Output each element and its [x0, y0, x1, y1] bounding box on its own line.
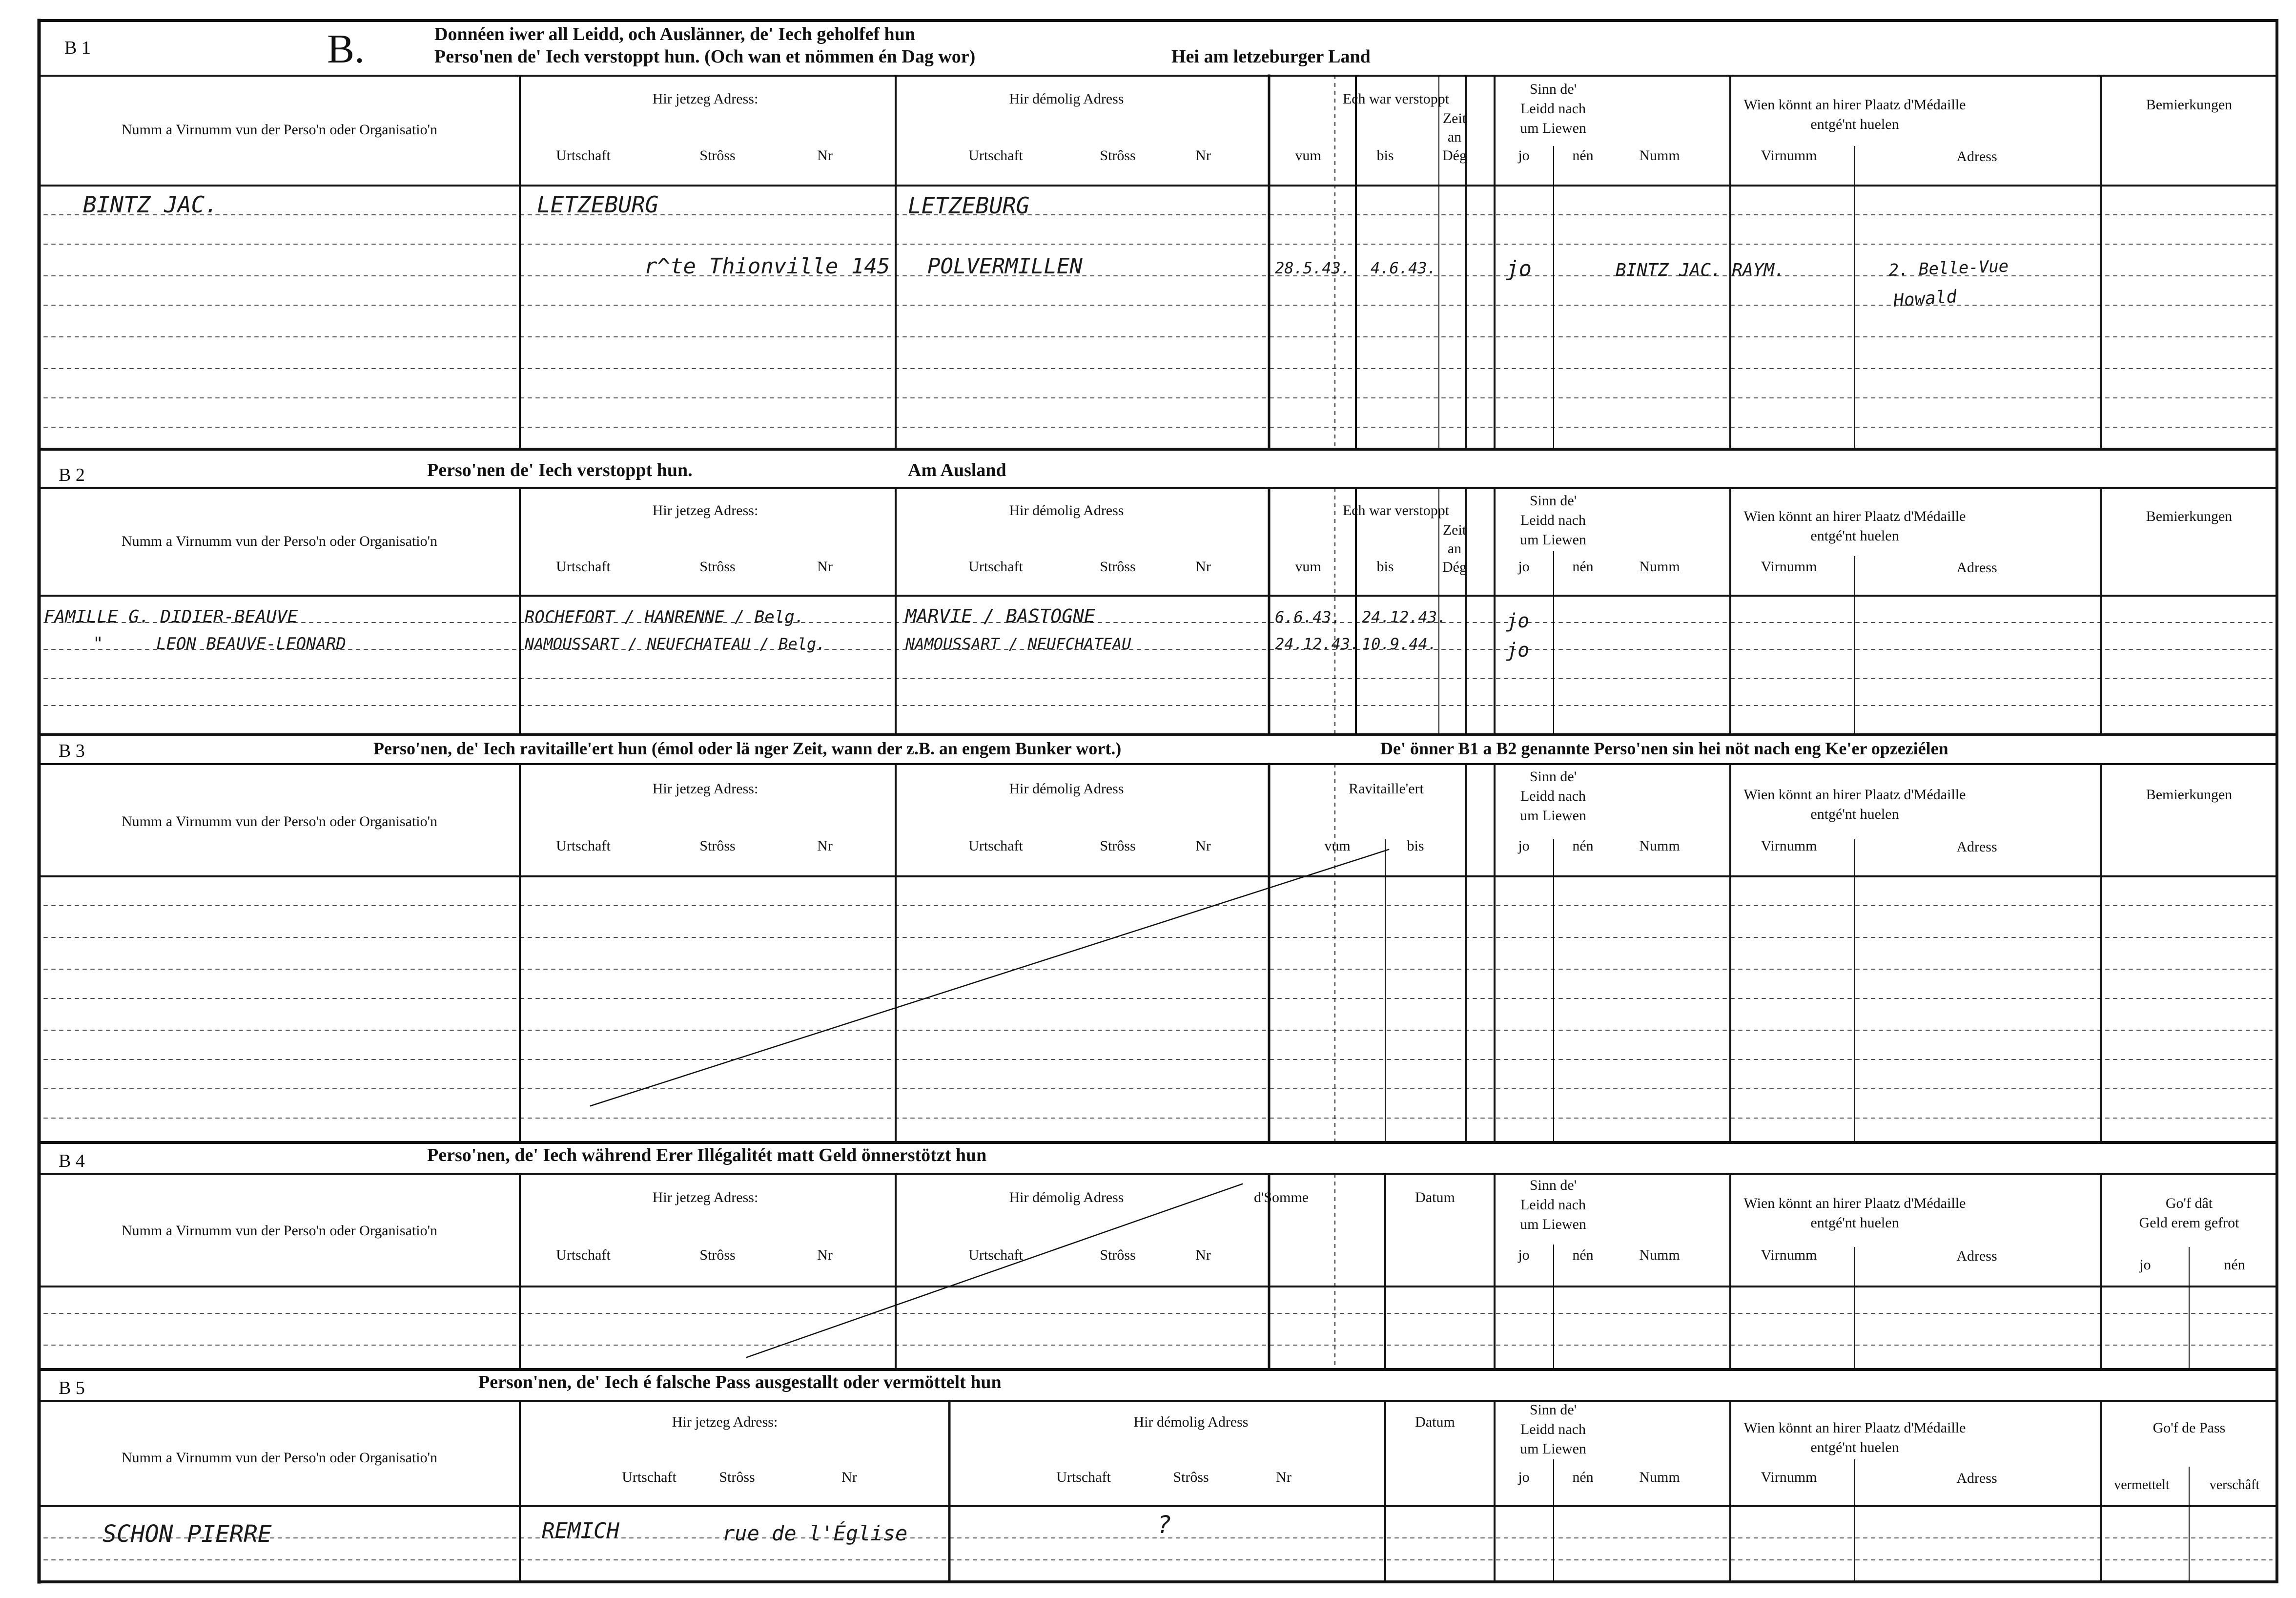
number-header: Nr	[1195, 1247, 1211, 1263]
current-address-header: Hir jetzeg Adress:	[652, 502, 758, 519]
number-header: Nr	[1195, 147, 1211, 164]
entry-current-address: NAMOUSSART / NEUFCHATEAU / Belg.	[525, 635, 826, 653]
entry-medal-address: 2. Belle-Vue	[1888, 256, 2009, 280]
section-title: Perso'nen, de' Iech während Erer Illégalitét matt Geld önnerstötzt hun	[427, 1145, 987, 1165]
yes-header: jo	[1518, 838, 1530, 854]
section-title: Perso'nen, de' Iech ravitaille'ert hun (émol oder lä nger Zeit, wann der z.B. an engem Bunker wort.)	[373, 739, 1122, 758]
locality-header: Urtschaft	[556, 147, 611, 164]
street-header: Strôss	[699, 1247, 736, 1263]
risk-header: Sinn de'	[1529, 493, 1577, 509]
name-column-header: Numm a Virnumm vun der Perso'n oder Organisatio'n	[122, 1450, 437, 1466]
locality-header: Urtschaft	[622, 1469, 676, 1485]
risk-header: um Liewen	[1520, 120, 1586, 136]
former-address-header: Hir démolig Adress	[1009, 781, 1124, 797]
locality-header: Urtschaft	[968, 838, 1023, 854]
number-header: Nr	[817, 838, 833, 854]
section-title-extra: De' önner B1 a B2 genannte Perso'nen sin hei nöt nach eng Ke'er opzeziélen	[1380, 739, 1948, 758]
days-header: Zeit	[1442, 110, 1467, 126]
street-header: Strôss	[1100, 559, 1136, 575]
address-header: Adress	[1956, 560, 1997, 576]
hidden-period-header: Ech war verstoppt	[1342, 502, 1450, 519]
last-name-header: Numm	[1639, 838, 1680, 854]
medal-header: entgé'nt huelen	[1810, 116, 1899, 132]
section-code: B 3	[59, 741, 85, 761]
current-address-header: Hir jetzeg Adress:	[652, 1189, 758, 1205]
remarks-header: Bemierkungen	[2146, 787, 2233, 803]
remarks-header: Bemierkungen	[2146, 508, 2233, 524]
name-column-header: Numm a Virnumm vun der Perso'n oder Organisatio'n	[122, 122, 437, 138]
number-header: Nr	[817, 559, 833, 575]
entry-yes-mark: jo	[1506, 639, 1530, 662]
yes-header: jo	[1518, 559, 1530, 575]
street-header: Strôss	[719, 1469, 755, 1485]
risk-header: Sinn de'	[1529, 768, 1577, 785]
from-header: vum	[1295, 147, 1321, 164]
address-header: Adress	[1956, 1470, 1997, 1486]
entry-former-locality: LETZEBURG	[908, 192, 1030, 219]
section-title: Person'nen, de' Iech é falsche Pass ausgestallt oder vermöttelt hun	[478, 1372, 1002, 1392]
entry-former-address: MARVIE / BASTOGNE	[905, 605, 1095, 627]
entry-current-locality: LETZEBURG	[537, 191, 659, 218]
street-header: Strôss	[699, 147, 736, 164]
section-code: B 2	[59, 465, 85, 485]
entry-from-date: 28.5.43.	[1275, 259, 1351, 277]
name-column-header: Numm a Virnumm vun der Perso'n oder Organisatio'n	[122, 1223, 437, 1239]
no-header: nén	[1572, 1469, 1594, 1485]
entry-until-date: 10.9.44.	[1362, 635, 1437, 653]
address-header: Adress	[1956, 839, 1997, 855]
medal-header: entgé'nt huelen	[1810, 528, 1899, 544]
former-address-header: Hir démolig Adress	[1133, 1414, 1249, 1430]
last-name-header: Numm	[1639, 1247, 1680, 1263]
number-header: Nr	[1276, 1469, 1292, 1485]
entry-name: SCHON PIERRE	[102, 1520, 272, 1548]
medal-header: Wien könnt an hirer Plaatz d'Médaille	[1743, 1420, 1966, 1436]
medal-header: Wien könnt an hirer Plaatz d'Médaille	[1743, 97, 1966, 113]
section-title-extra: Am Ausland	[908, 460, 1006, 480]
entry-former-address: ?	[1157, 1511, 1172, 1539]
entry-current-street: r^te Thionville 145	[644, 254, 890, 279]
risk-header: Leidd nach	[1520, 101, 1586, 117]
entry-from-date: 6.6.43.	[1275, 608, 1341, 626]
current-address-header: Hir jetzeg Adress:	[672, 1414, 778, 1430]
medal-header: Wien könnt an hirer Plaatz d'Médaille	[1743, 1195, 1966, 1211]
risk-header: Sinn de'	[1529, 81, 1577, 97]
entry-ditto-mark: "	[93, 634, 103, 654]
locality-header: Urtschaft	[556, 559, 611, 575]
number-header: Nr	[817, 1247, 833, 1263]
entry-current-address: ROCHEFORT / HANRENNE / Belg.	[525, 607, 805, 627]
from-header: vum	[1324, 838, 1351, 854]
medal-header: Wien könnt an hirer Plaatz d'Médaille	[1743, 787, 1966, 803]
hidden-period-header: Ech war verstoppt	[1342, 91, 1450, 107]
yes-header: jo	[1518, 147, 1530, 164]
locality-header: Urtschaft	[556, 1247, 611, 1263]
name-column-header: Numm a Virnumm vun der Perso'n oder Organisatio'n	[122, 813, 437, 830]
street-header: Strôss	[1100, 147, 1136, 164]
last-name-header: Numm	[1639, 147, 1680, 164]
risk-header: Leidd nach	[1520, 1421, 1586, 1437]
risk-header: Sinn de'	[1529, 1177, 1577, 1193]
first-name-header: Virnumm	[1761, 838, 1817, 854]
entry-name: FAMILLE G. DIDIER-BEAUVE	[44, 607, 298, 627]
first-name-header: Virnumm	[1761, 1247, 1817, 1263]
section-title: Perso'nen de' Iech verstoppt hun. (Och wan et nömmen én Dag wor)	[434, 46, 976, 67]
last-name-header: Numm	[1639, 1469, 1680, 1485]
street-header: Strôss	[699, 559, 736, 575]
section-code: B 4	[59, 1151, 85, 1171]
first-name-header: Virnumm	[1761, 559, 1817, 575]
until-header: bis	[1376, 559, 1394, 575]
locality-header: Urtschaft	[968, 1247, 1023, 1263]
no-header: nén	[1572, 147, 1594, 164]
section-code: B 1	[64, 38, 91, 58]
medal-header: entgé'nt huelen	[1810, 1215, 1899, 1231]
address-header: Adress	[1956, 1248, 1997, 1264]
address-header: Adress	[1956, 148, 1997, 165]
street-header: Strôss	[1100, 1247, 1136, 1263]
entry-yes-mark: jo	[1506, 610, 1530, 632]
risk-header: um Liewen	[1520, 532, 1586, 548]
medal-header: Wien könnt an hirer Plaatz d'Médaille	[1743, 508, 1966, 524]
former-address-header: Hir démolig Adress	[1009, 502, 1124, 519]
current-address-header: Hir jetzeg Adress:	[652, 91, 758, 107]
section-code: B 5	[59, 1378, 85, 1398]
medal-header: entgé'nt huelen	[1810, 806, 1899, 822]
entry-former-address: NAMOUSSART / NEUFCHATEAU	[905, 635, 1131, 653]
entry-former-street: POLVERMILLEN	[927, 254, 1083, 279]
number-header: Nr	[1195, 838, 1211, 854]
yes-header: jo	[1518, 1247, 1530, 1263]
former-address-header: Hir démolig Adress	[1009, 91, 1124, 107]
yes-header: jo	[2139, 1257, 2151, 1273]
risk-header: Sinn de'	[1529, 1402, 1577, 1418]
risk-header: Leidd nach	[1520, 1197, 1586, 1213]
first-name-header: Virnumm	[1761, 147, 1817, 164]
number-header: Nr	[841, 1469, 857, 1485]
sum-header: d'Somme	[1253, 1189, 1309, 1205]
locality-header: Urtschaft	[1056, 1469, 1111, 1485]
section-title: Perso'nen de' Iech verstoppt hun.	[427, 460, 693, 480]
first-name-header: Virnumm	[1761, 1469, 1817, 1485]
street-header: Strôss	[1100, 838, 1136, 854]
name-column-header: Numm a Virnumm vun der Perso'n oder Organisatio'n	[122, 533, 437, 549]
days-header: Dég	[1442, 147, 1467, 164]
days-header: Zeit	[1442, 522, 1467, 538]
pass-header: Go'f de Pass	[2152, 1420, 2226, 1436]
locality-header: Urtschaft	[556, 838, 611, 854]
money-header: Geld erem gefrot	[2139, 1215, 2239, 1231]
no-header: nén	[1572, 1247, 1594, 1263]
street-header: Strôss	[699, 838, 736, 854]
number-header: Nr	[817, 147, 833, 164]
date-header: Datum	[1415, 1414, 1455, 1430]
medal-header: entgé'nt huelen	[1810, 1439, 1899, 1455]
number-header: Nr	[1195, 559, 1211, 575]
yes-header: jo	[1518, 1469, 1530, 1485]
form-letter: B.	[327, 26, 365, 72]
risk-header: um Liewen	[1520, 1216, 1586, 1232]
days-header: an	[1447, 129, 1462, 145]
locality-header: Urtschaft	[968, 559, 1023, 575]
money-header: Go'f dât	[2165, 1195, 2213, 1211]
until-header: bis	[1376, 147, 1394, 164]
risk-header: Leidd nach	[1520, 512, 1586, 528]
entry-until-date: 24.12.43.	[1362, 608, 1447, 626]
entry-medal-name: BINTZ JAC. RAYM.	[1616, 260, 1785, 280]
entry-until-date: 4.6.43.	[1371, 259, 1436, 277]
until-header: bis	[1407, 838, 1424, 854]
last-name-header: Numm	[1639, 559, 1680, 575]
risk-header: Leidd nach	[1520, 788, 1586, 804]
entry-name: LEON BEAUVE-LEONARD	[156, 634, 346, 654]
former-address-header: Hir démolig Adress	[1009, 1189, 1124, 1205]
entry-medal-address: Howald	[1892, 287, 1958, 311]
arranged-header: vermettelt	[2114, 1477, 2170, 1493]
risk-header: um Liewen	[1520, 808, 1586, 824]
supplied-header: Ravitaille'ert	[1349, 781, 1424, 797]
date-header: Datum	[1415, 1189, 1455, 1205]
entry-current-locality: REMICH	[542, 1518, 619, 1543]
section-title: Donnéen iwer all Leidd, och Auslänner, de' Iech geholfef hun	[434, 24, 915, 44]
from-header: vum	[1295, 559, 1321, 575]
entry-current-street: rue de l'Église	[722, 1521, 908, 1545]
section-title-extra: Hei am letzeburger Land	[1171, 46, 1371, 67]
street-header: Strôss	[1173, 1469, 1209, 1485]
no-header: nén	[1572, 559, 1594, 575]
entry-name: BINTZ JAC.	[83, 191, 218, 218]
risk-header: um Liewen	[1520, 1441, 1586, 1457]
locality-header: Urtschaft	[968, 147, 1023, 164]
obtained-header: verschâft	[2209, 1477, 2260, 1493]
current-address-header: Hir jetzeg Adress:	[652, 781, 758, 797]
no-header: nén	[1572, 838, 1594, 854]
no-header: nén	[2224, 1257, 2245, 1273]
days-header: Dég	[1442, 559, 1467, 575]
entry-from-date: 24.12.43.	[1275, 635, 1360, 653]
days-header: an	[1447, 540, 1462, 557]
remarks-header: Bemierkungen	[2146, 97, 2233, 113]
entry-yes-mark: jo	[1506, 256, 1532, 281]
